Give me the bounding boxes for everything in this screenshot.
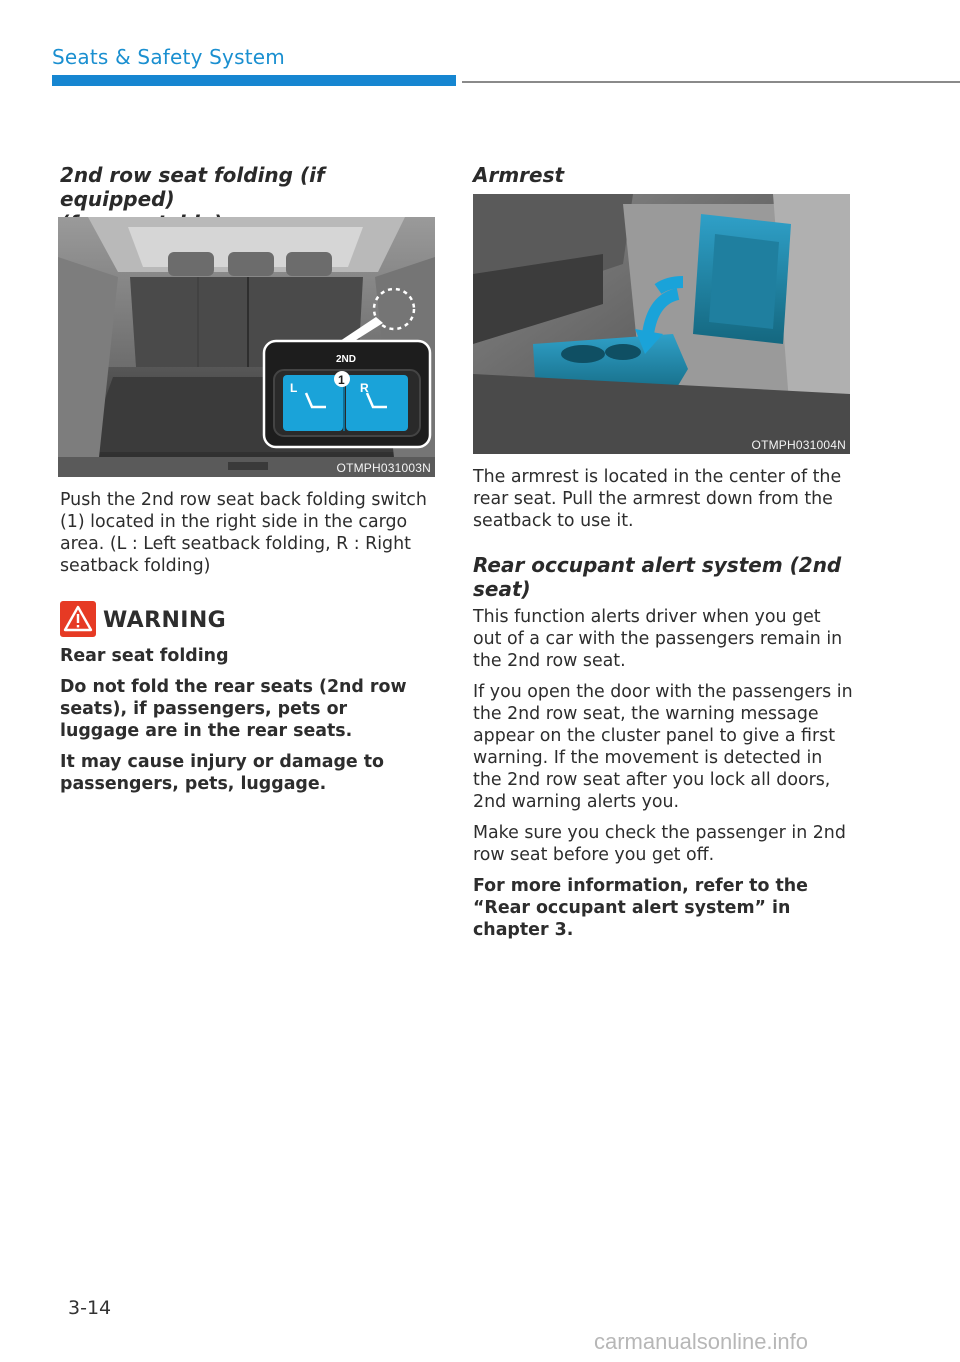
page-number: 3-14 <box>68 1297 112 1319</box>
rear-occupant-alert-heading <box>473 553 853 601</box>
armrest-illustration <box>473 194 850 454</box>
header-divider <box>462 81 960 83</box>
warning-paragraph: It may cause injury or damage to passengers, pets, luggage. <box>60 752 385 794</box>
right-seat-label: R <box>360 381 369 395</box>
header-accent-bar <box>52 75 456 86</box>
section-title: Seats & Safety System <box>52 45 285 69</box>
switch-number-label: 1 <box>338 373 345 387</box>
armrest-figure <box>473 194 850 454</box>
heading-line: 2nd row seat folding (if equipped) <box>60 163 325 211</box>
armrest-body <box>473 466 853 541</box>
left-seat-label: L <box>290 381 298 395</box>
warning-body <box>60 645 432 804</box>
figure-caption: OTMPH031003N <box>336 461 431 475</box>
alert-paragraph: Make sure you check the passenger in 2nd row seat before you get off. <box>473 823 846 865</box>
heading-line: Rear occupant alert system (2nd <box>473 553 842 577</box>
rear-occupant-alert-body <box>473 606 853 950</box>
warning-icon <box>60 601 96 641</box>
figure-caption: OTMPH031004N <box>751 438 846 452</box>
armrest-heading: Armrest <box>473 163 565 187</box>
warning-title: WARNING <box>103 608 227 633</box>
alert-paragraph: This function alerts driver when you get out of a car with the passengers remain in the 2nd row seat. <box>473 607 843 671</box>
armrest-description: The armrest is located in the center of the rear seat. Pull the armrest down from the seatback to use it. <box>473 467 842 531</box>
cargo-area-figure <box>58 217 435 477</box>
cargo-area-illustration <box>58 217 435 477</box>
warning-paragraph: Do not fold the rear seats (2nd row seats), if passengers, pets or luggage are in the rear seats. <box>60 677 407 741</box>
row-label: 2ND <box>336 354 357 365</box>
warning-subtitle: Rear seat folding <box>60 646 229 666</box>
heading-line: seat) <box>473 577 531 601</box>
alert-reference: For more information, refer to the “Rear occupant alert system” in chapter 3. <box>473 876 808 940</box>
watermark: carmanualsonline.info <box>594 1329 809 1354</box>
alert-paragraph: If you open the door with the passengers in the 2nd row seat, the warning message appear on the cluster panel to give a first warning. If the movement is detected in the 2nd row seat after you lock all doors, 2nd warning alerts you. <box>473 682 853 812</box>
seat-folding-body <box>60 489 432 586</box>
seat-folding-instructions: Push the 2nd row seat back folding switch (1) located in the right side in the cargo area. (L : Left seatback folding, R : Right seatback folding) <box>60 490 427 576</box>
